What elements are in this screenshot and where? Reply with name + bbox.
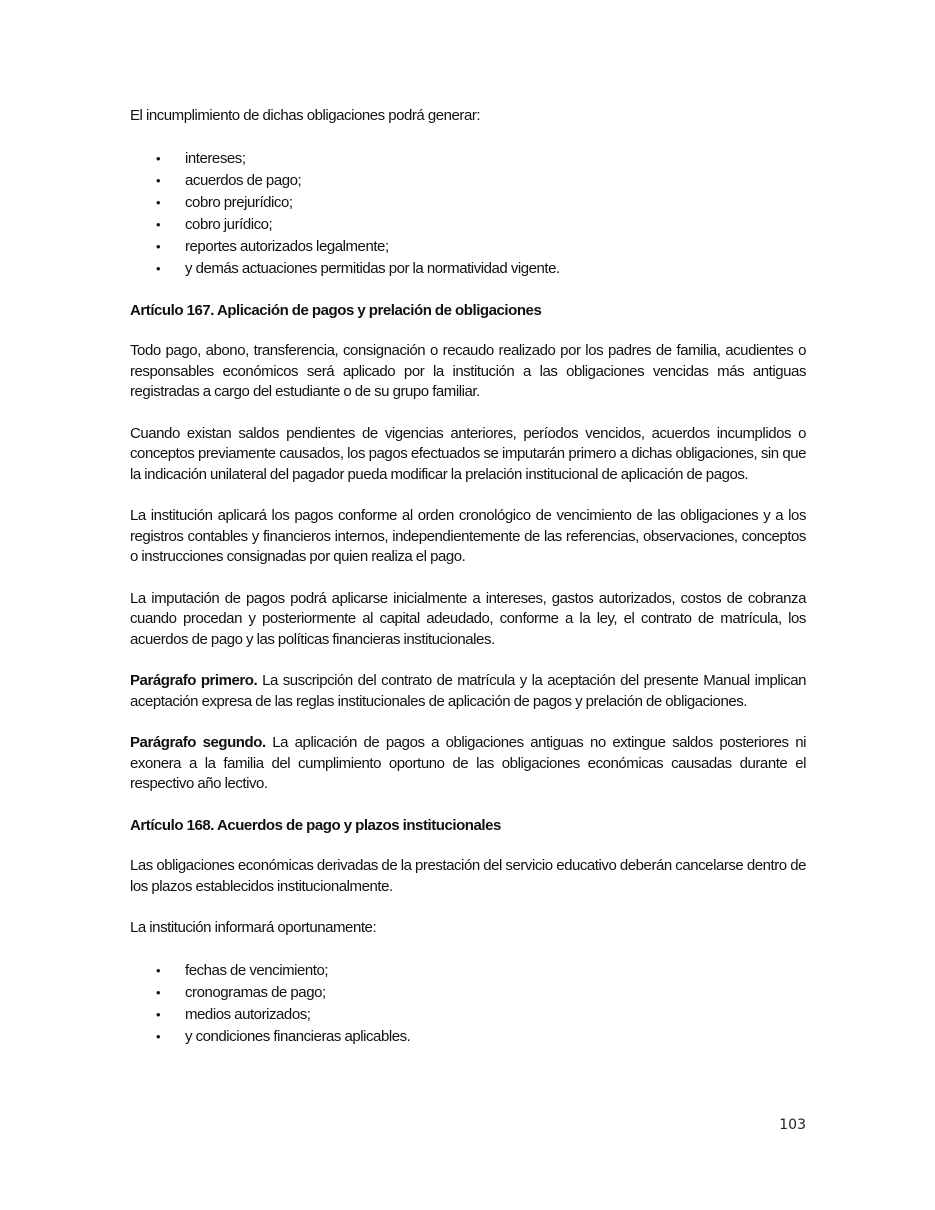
bullet-icon: • <box>156 962 161 978</box>
bullet-icon: • <box>156 194 161 210</box>
page-number: 103 <box>779 1117 806 1133</box>
bullet-icon: • <box>156 238 161 254</box>
consequences-list <box>130 148 806 280</box>
paragrafo-segundo <box>130 733 806 795</box>
list-item: • cobro jurídico; <box>130 214 806 236</box>
list-item: • intereses; <box>130 148 806 170</box>
list-item: • y demás actuaciones permitidas por la normatividad vigente. <box>130 258 806 280</box>
article-167-heading: Artículo 167. Aplicación de pagos y prelación de obligaciones <box>130 301 542 319</box>
article-167-paragraph-3: La institución aplicará los pagos conforme al orden cronológico de vencimiento de las obligaciones y a los registros contables y financieros internos, independientemente de las referencias, observaciones, conceptos o instrucciones consignadas por quien realiza el pago. <box>130 507 806 565</box>
bullet-icon: • <box>156 172 161 188</box>
article-168-paragraph-2: La institución informará oportunamente: <box>130 919 377 936</box>
list-item: • cobro prejurídico; <box>130 192 806 214</box>
list-item: • y condiciones financieras aplicables. <box>130 1026 806 1048</box>
paragrafo-primero <box>130 671 806 712</box>
list-item: • acuerdos de pago; <box>130 170 806 192</box>
list-item: • reportes autorizados legalmente; <box>130 236 806 258</box>
paragrafo-primero-text: La suscripción del contrato de matrícula y la aceptación del presente Manual implican aceptación expresa de las reglas institucionales de aplicación de pagos y prelación de obligaciones. <box>130 672 806 710</box>
article-167-paragraph-4: La imputación de pagos podrá aplicarse inicialmente a intereses, gastos autorizados, costos de cobranza cuando procedan y posteriormente al capital adeudado, conforme a la ley, el contrato de matrícula, los acuerdos de pago y las políticas financieras institucionales. <box>130 589 806 648</box>
list-item: • cronogramas de pago; <box>130 982 806 1004</box>
bullet-icon: • <box>156 260 161 276</box>
bullet-icon: • <box>156 216 161 232</box>
information-list <box>130 960 806 1048</box>
article-167-paragraph-1: Todo pago, abono, transferencia, consignación o recaudo realizado por los padres de familia, acudientes o responsables económicos será aplicado por la institución a las obligaciones vencidas más antiguas registradas a cargo del estudiante o de su grupo familiar. <box>130 342 806 400</box>
intro-paragraph: El incumplimiento de dichas obligaciones podrá generar: <box>130 107 481 124</box>
list-item: • medios autorizados; <box>130 1004 806 1026</box>
list-item: • fechas de vencimiento; <box>130 960 806 982</box>
bullet-icon: • <box>156 1028 161 1044</box>
article-167-paragraph-2: Cuando existan saldos pendientes de vigencias anteriores, períodos vencidos, acuerdos incumplidos o conceptos previamente causados, los pagos efectuados se imputarán primero a dichas obligaciones, sin que la indicación unilateral del pagador pueda modificar la prelación institucional de aplicación de pagos. <box>130 424 806 483</box>
article-168-paragraph-1: Las obligaciones económicas derivadas de la prestación del servicio educativo deberán cancelarse dentro de los plazos establecidos institucionalmente. <box>130 857 806 895</box>
paragrafo-segundo-label: Parágrafo segundo. <box>130 734 266 751</box>
paragrafo-segundo-text: La aplicación de pagos a obligaciones antiguas no extingue saldos posteriores ni exonera a la familia del cumplimiento oportuno de las obligaciones económicas causadas durante el respectivo año lectivo. <box>130 734 806 792</box>
paragrafo-primero-label: Parágrafo primero. <box>130 672 258 689</box>
bullet-icon: • <box>156 984 161 1000</box>
article-168-heading: Artículo 168. Acuerdos de pago y plazos institucionales <box>130 816 501 834</box>
document-page <box>130 106 806 1069</box>
bullet-icon: • <box>156 150 161 166</box>
bullet-icon: • <box>156 1006 161 1022</box>
